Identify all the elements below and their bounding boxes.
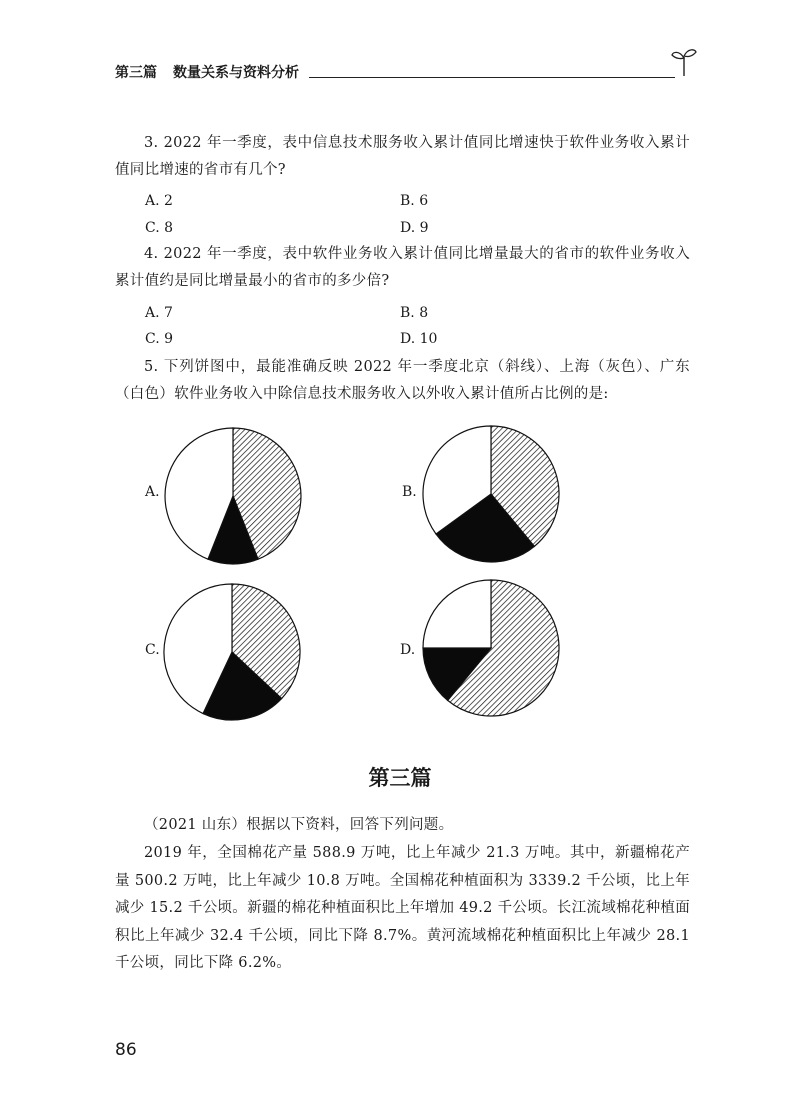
header-title: 数量关系与资料分析	[173, 65, 299, 81]
question-4-stem: 4. 2022 年一季度，表中软件业务收入累计值同比增量最大的省市的软件业务收入累计值约是同比增量最小的省市的多少倍?	[115, 246, 690, 289]
q4-option-d: D. 10	[400, 331, 438, 347]
running-header	[115, 62, 675, 82]
pie-chart-d	[421, 578, 561, 718]
pie-chart-a	[163, 426, 303, 566]
pie-d-label: D.	[400, 642, 416, 658]
question-5-stem: 5. 下列饼图中，最能准确反映 2022 年一季度北京（斜线）、上海（灰色）、广东（白色）软件业务收入中除信息技术服务收入以外收入累计值所占比例的是:	[115, 359, 690, 402]
q3-option-c: C. 8	[145, 220, 174, 236]
section-body: 2019 年，全国棉花产量 588.9 万吨，比上年减少 21.3 万吨。其中，新疆棉花产量 500.2 万吨，比上年减少 10.8 万吨。全国棉花种植面积为 3339.2 千公顷，比上年减少 15.2 千公顷。新疆的棉花种植面积比上年增加 49.2 千公顷。长江流域棉花种植面积比上年减少 32.4 千公顷，同比下降 8.7%。黄河流域棉花种植面积比上年减少 28.1 千公顷，同比下降 6.2%。	[115, 845, 691, 971]
q4-option-a: A. 7	[145, 305, 173, 321]
pie-a-label: A.	[145, 484, 160, 500]
pie-chart-b	[421, 424, 561, 564]
header-part: 第三篇	[115, 65, 157, 81]
q4-option-b: B. 8	[400, 305, 429, 321]
pie-c-label: C.	[145, 642, 160, 658]
pie-b-label: B.	[402, 484, 417, 500]
section-heading: 第三篇	[368, 766, 432, 790]
q3-option-b: B. 6	[400, 193, 429, 209]
page-number: 86	[115, 1040, 137, 1060]
q4-option-c: C. 9	[145, 331, 174, 347]
section-intro: （2021 山东）根据以下资料，回答下列问题。	[144, 817, 454, 833]
header-rule	[309, 77, 675, 78]
q3-option-d: D. 9	[400, 220, 429, 236]
q3-option-a: A. 2	[145, 193, 173, 209]
slice-guangdong-white	[423, 580, 491, 648]
sprout-icon	[670, 46, 698, 76]
pie-chart-c	[162, 582, 302, 722]
question-3-stem: 3. 2022 年一季度，表中信息技术服务收入累计值同比增速快于软件业务收入累计值同比增速的省市有几个?	[115, 135, 690, 178]
